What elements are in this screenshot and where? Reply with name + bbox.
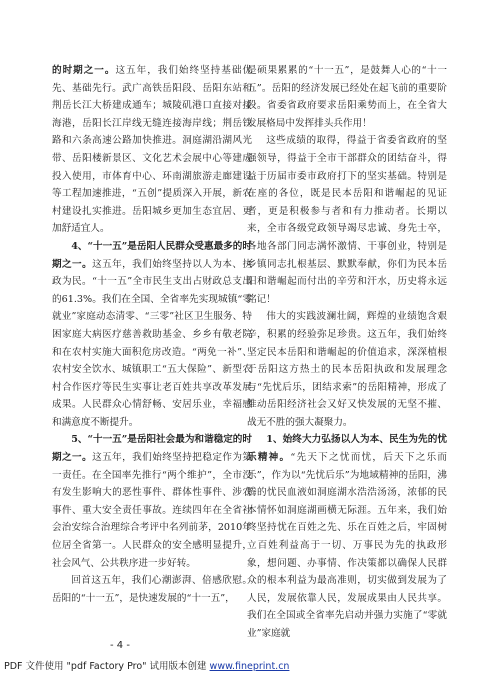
page-number: - 4 -	[110, 640, 130, 651]
paragraph-text: 这五年，我们始终坚持基础优先、基础先行。武广高铁岳阳段、岳阳东站和荆岳长江大桥建成通车；城陵矶港口直接对接海港，岳阳长江岸线无缝连接海岸线；荆岳铁路和六条高速公路加快推进。洞庭湖沿湖风光带、岳阳楼新景区、文化艺术会展中心等建成投入使用，市体育中心、环南湖旅游走廊建设等工程加速推进，“五创”提质深入开展，新农村建设扎实推进。岳阳城乡更加生态宜居、更加舒适宜人。	[52, 65, 252, 235]
pdf-footer	[4, 658, 289, 672]
footer-text: PDF 文件使用 "pdf Factory Pro" 试用版本创建	[4, 661, 210, 672]
paragraph-text: 这五年，我们始终坚持以人为本、执政为民。“十一五”全市民生支出占财政总支出的61.3%。我们在全国、全省率先实现城镇“零就业”家庭动态清零、“三零”社区卫生服务、特困家庭大病医疗慈善救助基金、乡乡有敬老院和在农村实施大面积危房改造。“两免一补”、农村安全饮水、城镇职工“五大保险”、新型农村合作医疗等民生实事让老百姓共享改革发展成果。人民群众心情舒畅、安居乐业，幸福感和满意度不断提升。	[52, 258, 253, 428]
paragraph-text: 伟大的实践波澜壮阔，辉煌的业绩饱含艰辛，积累的经验弥足珍贵。这五年，我们始终坚定民本岳阳和谐崛起的价值追求，深深植根于岳阳这方热土的民本岳阳执政和发展理念与“先忧后乐，团结求索”的岳阳精神，形成了推动岳阳经济社会又好又快发展的无坚不摧、战无不胜的强大凝聚力。	[247, 311, 447, 428]
paragraph-text: 这些成绩的取得，得益于省委省政府的坚强领导，得益于全市干部群众的团结奋斗，得益于历届市委市政府打下的坚实基础。特别是在座的各位，既是民本岳阳和谐崛起的见证者，更是积极参与者和有力推动者。长期以来，全市各级党政领导竭尽忠诚、身先士卒，各地各部门同志满怀激情、干事创业，特别是乡镇同志扎根基层、默默奉献，你们为民本岳阳和谐崛起而付出的辛劳和汗水，历史将永远铭记！	[247, 135, 447, 305]
bold-lead: 的时期之一。	[52, 65, 116, 76]
paragraph	[247, 308, 447, 431]
footer-link[interactable]: www.fineprint.cn	[209, 661, 290, 672]
paragraph-text: 是硕果累累的“十一五”，是鼓舞人心的“十一五”。岳阳的经济发展已经处在起飞前的重要阶段。省委省政府要求岳阳乘势而上，在全省大发展格局中发挥排头兵作用！	[247, 65, 447, 129]
bold-lead: 4、“十一五”是岳阳人民群众受惠最多的时期之一。	[52, 240, 252, 270]
paragraph	[52, 572, 252, 607]
paragraph	[52, 238, 252, 432]
paragraph	[247, 132, 447, 308]
paragraph	[52, 62, 252, 238]
bold-lead: 5、“十一五”是岳阳社会最为和谐稳定的时期之一。	[52, 434, 252, 464]
paragraph-text: “先天下之忧而忧，后天下之乐而乐”，作为以“先忧后乐”为地域精神的岳阳，沸腾的忧民血液如洞庭湖水浩浩汤汤，浓郁的民本情怀如洞庭湖画横无际涯。五年来，我们始终坚持忧在百姓之先、乐在百姓之后，牢固树立百姓利益高于一切、万事民为先的执政形象，想问题、办事情、作决策都以确保人民群众的根本利益为最高准则，切实做到发展为了人民，发展依靠人民，发展成果由人民共享。我们在全国或全省率先启动并强力实施了“零就业”家庭就	[247, 452, 448, 639]
paragraph-text: 这五年，我们始终坚持把稳定作为第一责任。在全国率先推行“两个维护”，全市没有发生影响大的恶性事件、群体性事件、涉农事件、重大安全责任事故。连续四年在全省社会治安综合治理综合考评中名列前茅，2010年位居全省第一。人民群众的安全感明显提升，社会风气、公共秩序进一步好转。	[52, 452, 253, 569]
paragraph	[247, 431, 447, 642]
paragraph	[52, 431, 252, 572]
paragraph-text: 回首这五年，我们心潮澎湃、倍感欣慰。岳阳的“十一五”，是快速发展的“十一五”，	[52, 575, 252, 604]
right-column	[247, 62, 447, 643]
bold-lead: 1、始终大力弘扬以人为本、民生为先的忧乐精神。	[247, 434, 447, 464]
paragraph	[247, 62, 447, 132]
left-column	[52, 62, 252, 607]
